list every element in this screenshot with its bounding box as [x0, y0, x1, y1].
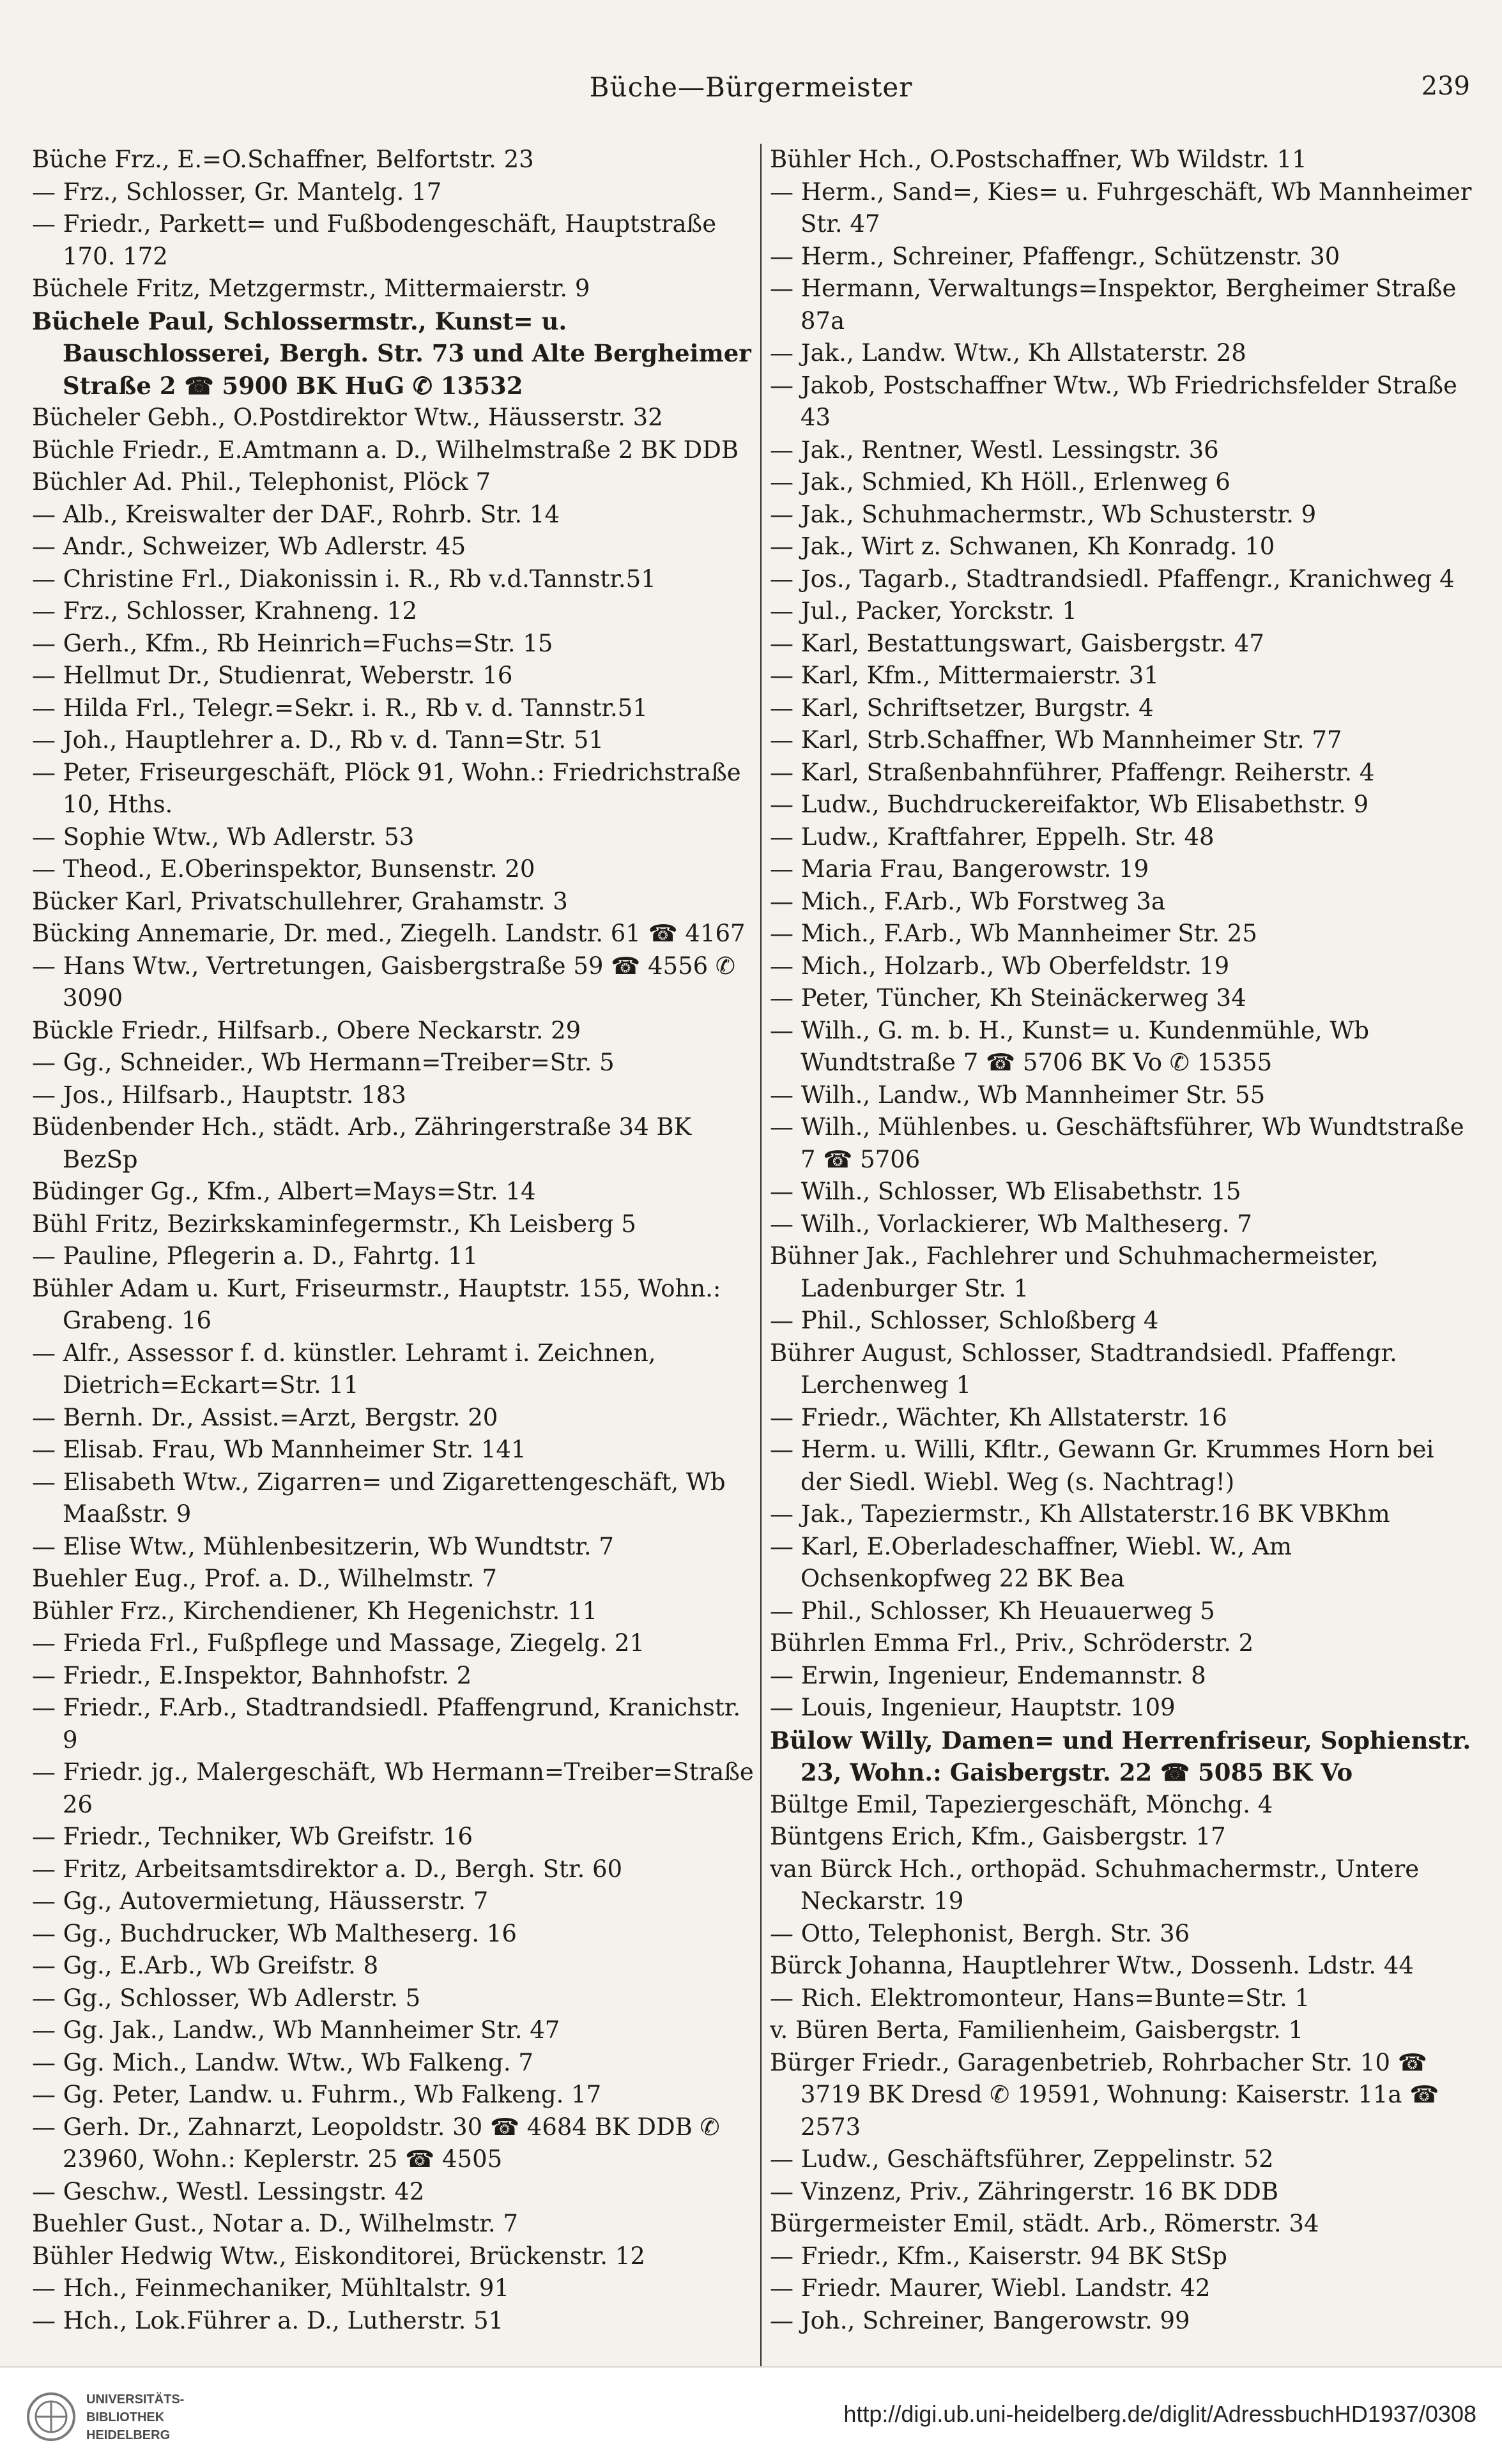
directory-entry: Bülow Willy, Damen= und Herrenfriseur, Sophienstr. 23, Wohn.: Gaisbergstr. 22 ☎ 5085 BK Vo [770, 1726, 1471, 1786]
directory-entry: — Gerh. Dr., Zahnarzt, Leopoldstr. 30 ☎ 4684 BK DDB ✆ 23960, Wohn.: Keplerstr. 25 ☎ 4505 [32, 2113, 720, 2173]
directory-entry: — Jul., Packer, Yorckstr. 1 [770, 597, 1077, 625]
directory-entry: — Gg. Jak., Landw., Wb Mannheimer Str. 47 [32, 2016, 560, 2044]
directory-entry: Büchele Fritz, Metzgermstr., Mittermaierstr. 9 [32, 275, 590, 302]
directory-entry: van Bürck Hch., orthopäd. Schuhmachermstr., Untere Neckarstr. 19 [770, 1855, 1420, 1915]
directory-entry: — Peter, Friseurgeschäft, Plöck 91, Wohn.: Friedrichstraße 10, Hths. [32, 758, 741, 818]
directory-entry: — Phil., Schlosser, Kh Heuauerweg 5 [770, 1597, 1215, 1625]
directory-entry: Bührlen Emma Frl., Priv., Schröderstr. 2 [770, 1629, 1254, 1657]
directory-entry: — Mich., F.Arb., Wb Forstweg 3a [770, 887, 1165, 915]
directory-entry: — Hans Wtw., Vertretungen, Gaisbergstraße 59 ☎ 4556 ✆ 3090 [32, 952, 735, 1012]
directory-entry: — Geschw., Westl. Lessingstr. 42 [32, 2177, 425, 2205]
directory-entry: Büntgens Erich, Kfm., Gaisbergstr. 17 [770, 1823, 1226, 1850]
directory-entry: — Vinzenz, Priv., Zähringerstr. 16 BK DDB [770, 2177, 1279, 2205]
directory-entry: Bücker Karl, Privatschullehrer, Grahamstr. 3 [32, 887, 568, 915]
directory-entry: — Alb., Kreiswalter der DAF., Rohrb. Str. 14 [32, 500, 560, 528]
footer-bar [0, 2366, 1502, 2464]
directory-entry: Bückle Friedr., Hilfsarb., Obere Neckarstr. 29 [32, 1016, 581, 1044]
page-header [0, 72, 1502, 116]
directory-entry: — Hch., Feinmechaniker, Mühltalstr. 91 [32, 2274, 510, 2302]
directory-entry: — Friedr., E.Inspektor, Bahnhofstr. 2 [32, 1661, 472, 1689]
directory-entry: Bühler Frz., Kirchendiener, Kh Hegenichstr. 11 [32, 1597, 598, 1625]
directory-entry: — Karl, Strb.Schaffner, Wb Mannheimer Str. 77 [770, 726, 1342, 754]
library-logo[interactable] [26, 2382, 217, 2452]
directory-entry: — Rich. Elektromonteur, Hans=Bunte=Str. 1 [770, 1984, 1310, 2012]
directory-entry: — Hilda Frl., Telegr.=Sekr. i. R., Rb v. d. Tannstr.51 [32, 694, 648, 722]
directory-entry: — Ludw., Geschäftsführer, Zeppelinstr. 52 [770, 2145, 1274, 2173]
directory-entry: — Ludw., Buchdruckereifaktor, Wb Elisabethstr. 9 [770, 791, 1369, 818]
library-name-line: UNIVERSITÄTS- [86, 2392, 185, 2407]
page-title: Büche—Bürgermeister [589, 72, 913, 103]
directory-entry: — Louis, Ingenieur, Hauptstr. 109 [770, 1694, 1176, 1721]
directory-entry: — Friedr., F.Arb., Stadtrandsiedl. Pfaffengrund, Kranichstr. 9 [32, 1694, 741, 1754]
directory-entry: — Gg., Buchdrucker, Wb Maltheserg. 16 [32, 1919, 517, 1947]
left-entry-list [32, 144, 754, 2337]
directory-entry: — Alfr., Assessor f. d. künstler. Lehramt i. Zeichnen, Dietrich=Eckart=Str. 11 [32, 1339, 656, 1399]
directory-entry: Büchele Paul, Schlossermstr., Kunst= u. Bauschlosserei, Bergh. Str. 73 und Alte Bergheimer Straße 2 ☎ 5900 BK HuG ✆ 13532 [32, 307, 751, 400]
directory-entry: — Jakob, Postschaffner Wtw., Wb Friedrichsfelder Straße 43 [770, 371, 1457, 431]
directory-entry: — Phil., Schlosser, Schloßberg 4 [770, 1307, 1159, 1334]
directory-entry: Bühler Hedwig Wtw., Eiskonditorei, Brückenstr. 12 [32, 2242, 645, 2270]
library-name-line: BIBLIOTHEK [86, 2410, 165, 2424]
directory-entry: Büdenbender Hch., städt. Arb., Zähringerstraße 34 BK BezSp [32, 1113, 692, 1173]
directory-entry: — Peter, Tüncher, Kh Steinäckerweg 34 [770, 984, 1246, 1012]
directory-entry: — Herm., Schreiner, Pfaffengr., Schützenstr. 30 [770, 242, 1340, 270]
directory-entry: — Frieda Frl., Fußpflege und Massage, Ziegelg. 21 [32, 1629, 645, 1657]
directory-entry: — Hermann, Verwaltungs=Inspektor, Bergheimer Straße 87a [770, 275, 1457, 335]
directory-entry: Büdinger Gg., Kfm., Albert=Mays=Str. 14 [32, 1178, 536, 1205]
directory-entry: — Jak., Schmied, Kh Höll., Erlenweg 6 [770, 468, 1230, 496]
directory-entry: — Joh., Hauptlehrer a. D., Rb v. d. Tann=Str. 51 [32, 726, 604, 754]
directory-entry: — Bernh. Dr., Assist.=Arzt, Bergstr. 20 [32, 1403, 498, 1431]
directory-entry: — Maria Frau, Bangerowstr. 19 [770, 855, 1149, 883]
directory-entry: — Frz., Schlosser, Gr. Mantelg. 17 [32, 178, 442, 206]
page-number: 239 [1421, 72, 1470, 101]
directory-entry: Bürgermeister Emil, städt. Arb., Römerstr. 34 [770, 2210, 1319, 2237]
directory-entry: — Herm. u. Willi, Kfltr., Gewann Gr. Krummes Horn bei der Siedl. Wiebl. Weg (s. Nachtrag!) [770, 1436, 1434, 1496]
directory-entry: — Gg., Autovermietung, Häusserstr. 7 [32, 1887, 489, 1915]
directory-entry: — Joh., Schreiner, Bangerowstr. 99 [770, 2306, 1190, 2334]
directory-entry: — Wilh., Landw., Wb Mannheimer Str. 55 [770, 1081, 1266, 1109]
directory-entry: — Karl, E.Oberladeschaffner, Wiebl. W., Am Ochsenkopfweg 22 BK Bea [770, 1532, 1292, 1592]
directory-entry: — Friedr., Kfm., Kaiserstr. 94 BK StSp [770, 2242, 1227, 2270]
directory-entry: Buehler Gust., Notar a. D., Wilhelmstr. 7 [32, 2210, 518, 2237]
right-column [770, 144, 1473, 2337]
directory-entry: — Ludw., Kraftfahrer, Eppelh. Str. 48 [770, 823, 1215, 851]
directory-entry: — Wilh., G. m. b. H., Kunst= u. Kundenmühle, Wb Wundtstraße 7 ☎ 5706 BK Vo ✆ 15355 [770, 1016, 1370, 1076]
directory-entry: Bühler Adam u. Kurt, Friseurmstr., Hauptstr. 155, Wohn.: Grabeng. 16 [32, 1274, 721, 1334]
directory-entry: — Jak., Tapeziermstr., Kh Allstaterstr.16 BK VBKhm [770, 1500, 1390, 1528]
directory-entry: — Friedr., Techniker, Wb Greifstr. 16 [32, 1823, 473, 1850]
directory-entry: — Karl, Bestattungswart, Gaisbergstr. 47 [770, 629, 1264, 657]
directory-entry: — Gg. Mich., Landw. Wtw., Wb Falkeng. 7 [32, 2048, 533, 2076]
directory-entry: — Herm., Sand=, Kies= u. Fuhrgeschäft, Wb Mannheimer Str. 47 [770, 178, 1472, 238]
directory-entry: — Gg., Schlosser, Wb Adlerstr. 5 [32, 1984, 421, 2012]
directory-entry: Bücheler Gebh., O.Postdirektor Wtw., Häusserstr. 32 [32, 404, 663, 431]
directory-entry: Buehler Eug., Prof. a. D., Wilhelmstr. 7 [32, 1565, 497, 1592]
directory-entry: Bültge Emil, Tapeziergeschäft, Mönchg. 4 [770, 1790, 1273, 1818]
directory-entry: — Elisab. Frau, Wb Mannheimer Str. 141 [32, 1436, 526, 1463]
directory-entry: — Friedr., Wächter, Kh Allstaterstr. 16 [770, 1403, 1227, 1431]
directory-entry: — Jos., Tagarb., Stadtrandsiedl. Pfaffengr., Kranichweg 4 [770, 565, 1455, 593]
directory-entry: v. Büren Berta, Familienheim, Gaisbergstr. 1 [770, 2016, 1304, 2044]
library-name-line: HEIDELBERG [86, 2428, 171, 2442]
directory-entry: — Hch., Lok.Führer a. D., Lutherstr. 51 [32, 2306, 504, 2334]
directory-entry: — Gg., E.Arb., Wb Greifstr. 8 [32, 1952, 379, 1979]
directory-entry: — Jak., Rentner, Westl. Lessingstr. 36 [770, 436, 1219, 464]
directory-entry: — Elisabeth Wtw., Zigarren= und Zigarettengeschäft, Wb Maaßstr. 9 [32, 1468, 726, 1528]
directory-entry: — Karl, Straßenbahnführer, Pfaffengr. Reiherstr. 4 [770, 758, 1375, 786]
directory-entry: Büchler Ad. Phil., Telephonist, Plöck 7 [32, 468, 491, 496]
directory-entry: Bühler Hch., O.Postschaffner, Wb Wildstr. 11 [770, 146, 1307, 173]
directory-entry: Bührer August, Schlosser, Stadtrandsiedl. Pfaffengr. Lerchenweg 1 [770, 1339, 1397, 1399]
library-name [86, 2391, 184, 2444]
directory-entry: — Theod., E.Oberinspektor, Bunsenstr. 20 [32, 855, 535, 883]
directory-entry: — Andr., Schweizer, Wb Adlerstr. 45 [32, 533, 466, 560]
directory-entry: Bürger Friedr., Garagenbetrieb, Rohrbacher Str. 10 ☎ 3719 BK Dresd ✆ 19591, Wohnung: Kaiserstr. 11a ☎ 2573 [770, 2048, 1439, 2141]
directory-entry: — Jak., Landw. Wtw., Kh Allstaterstr. 28 [770, 339, 1246, 367]
directory-entry: — Wilh., Schlosser, Wb Elisabethstr. 15 [770, 1178, 1241, 1205]
directory-entry: — Pauline, Pflegerin a. D., Fahrtg. 11 [32, 1242, 479, 1270]
directory-entry: — Karl, Kfm., Mittermaierstr. 31 [770, 662, 1159, 689]
directory-entry: — Friedr. Maurer, Wiebl. Landstr. 42 [770, 2274, 1211, 2302]
directory-entry: Büche Frz., E.=O.Schaffner, Belfortstr. 23 [32, 146, 534, 173]
column-divider [760, 144, 762, 2437]
directory-entry: Bühner Jak., Fachlehrer und Schuhmachermeister, Ladenburger Str. 1 [770, 1242, 1379, 1302]
directory-entry: — Wilh., Vorlackierer, Wb Maltheserg. 7 [770, 1210, 1252, 1238]
directory-entry: — Sophie Wtw., Wb Adlerstr. 53 [32, 823, 415, 851]
directory-entry: — Fritz, Arbeitsamtsdirektor a. D., Bergh. Str. 60 [32, 1855, 623, 1883]
left-column [32, 144, 754, 2337]
source-url-link[interactable]: http://digi.ub.uni-heidelberg.de/diglit/AdressbuchHD1937/0308 [843, 2401, 1476, 2427]
library-seal-icon [26, 2391, 77, 2442]
directory-entry: — Frz., Schlosser, Krahneng. 12 [32, 597, 417, 625]
directory-entry: — Jak., Wirt z. Schwanen, Kh Konradg. 10 [770, 533, 1275, 560]
directory-entry: — Friedr., Parkett= und Fußbodengeschäft, Hauptstraße 170. 172 [32, 210, 717, 270]
directory-entry: Bürck Johanna, Hauptlehrer Wtw., Dossenh. Ldstr. 44 [770, 1952, 1414, 1979]
directory-entry: — Karl, Schriftsetzer, Burgstr. 4 [770, 694, 1154, 722]
directory-entry: — Jak., Schuhmachermstr., Wb Schusterstr. 9 [770, 500, 1317, 528]
directory-entry: Bühl Fritz, Bezirkskaminfegermstr., Kh Leisberg 5 [32, 1210, 636, 1238]
directory-entry: — Friedr. jg., Malergeschäft, Wb Hermann=Treiber=Straße 26 [32, 1758, 754, 1818]
directory-entry: — Mich., F.Arb., Wb Mannheimer Str. 25 [770, 920, 1257, 947]
directory-entry: — Gerh., Kfm., Rb Heinrich=Fuchs=Str. 15 [32, 629, 553, 657]
directory-entry: Büchle Friedr., E.Amtmann a. D., Wilhelmstraße 2 BK DDB [32, 436, 739, 464]
right-entry-list [770, 144, 1473, 2337]
directory-entry: — Otto, Telephonist, Bergh. Str. 36 [770, 1919, 1190, 1947]
directory-entry: — Mich., Holzarb., Wb Oberfeldstr. 19 [770, 952, 1230, 980]
directory-entry: — Hellmut Dr., Studienrat, Weberstr. 16 [32, 662, 513, 689]
directory-entry: — Jos., Hilfsarb., Hauptstr. 183 [32, 1081, 406, 1109]
directory-entry: — Christine Frl., Diakonissin i. R., Rb v.d.Tannstr.51 [32, 565, 656, 593]
directory-entry: — Erwin, Ingenieur, Endemannstr. 8 [770, 1661, 1206, 1689]
directory-entry: — Gg. Peter, Landw. u. Fuhrm., Wb Falkeng. 17 [32, 2081, 602, 2108]
directory-entry: — Elise Wtw., Mühlenbesitzerin, Wb Wundtstr. 7 [32, 1532, 614, 1560]
directory-entry: — Wilh., Mühlenbes. u. Geschäftsführer, Wb Wundtstraße 7 ☎ 5706 [770, 1113, 1464, 1173]
directory-entry: Bücking Annemarie, Dr. med., Ziegelh. Landstr. 61 ☎ 4167 [32, 920, 746, 947]
directory-entry: — Gg., Schneider., Wb Hermann=Treiber=Str. 5 [32, 1049, 615, 1076]
